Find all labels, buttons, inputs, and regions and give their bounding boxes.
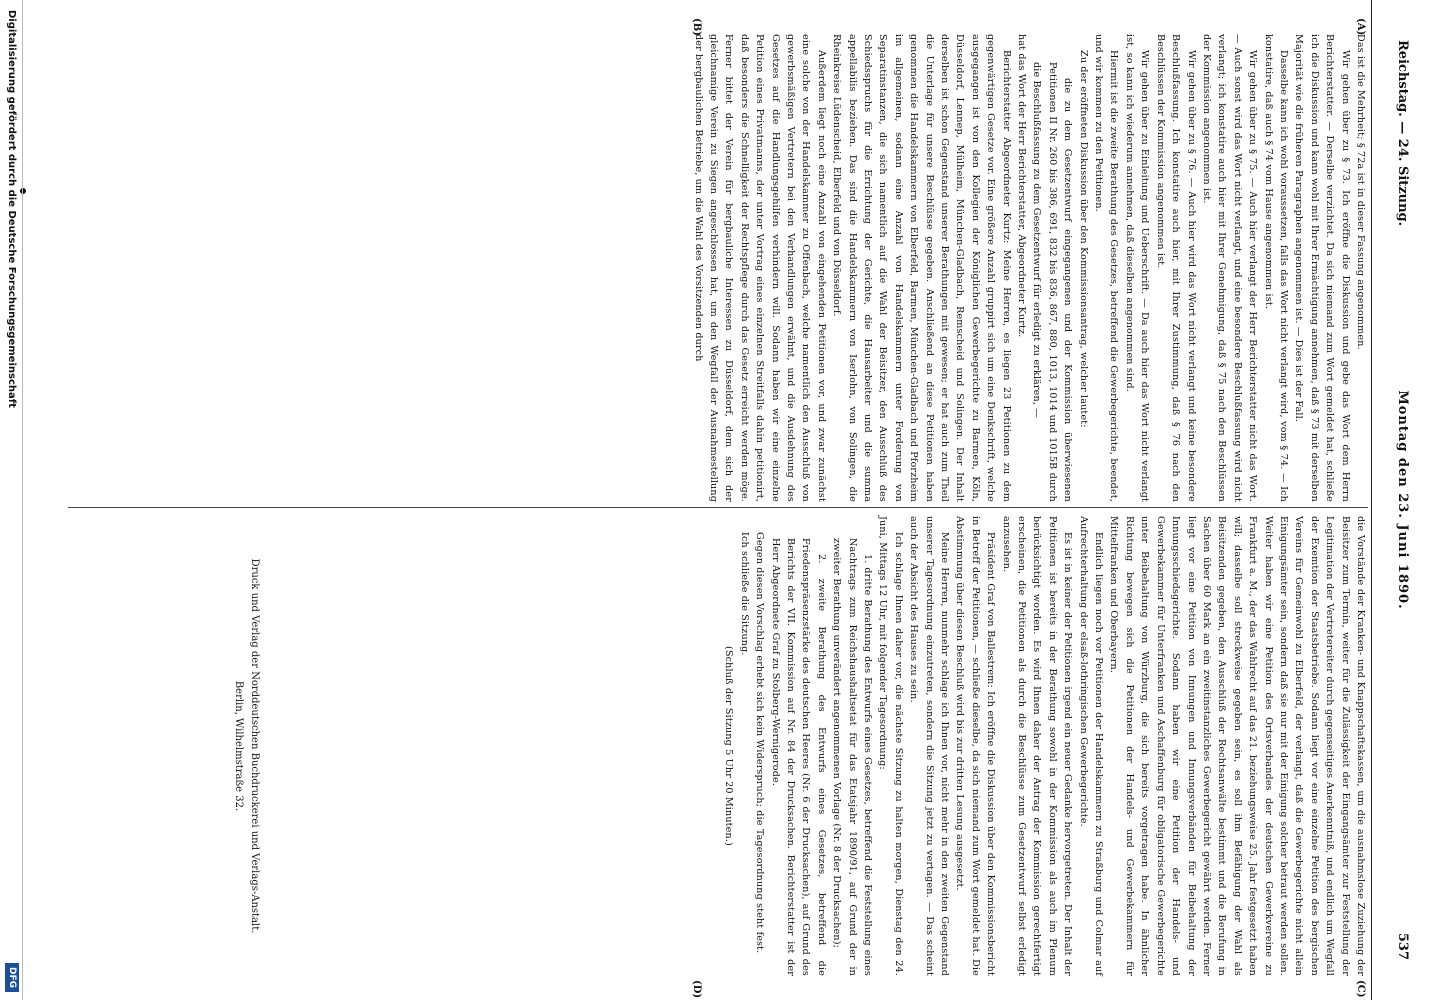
agenda-item: 1. dritte Berathung des Entwurfs eines Gesetzes, betreffend die Feststellung eines Nachtrags zum Reichshaushaltsetat für das Etatsjahr 1890/91, auf Grund der in zweiter Berathung unverändert angenommenen Vorlage (Nr. 8 der Drucksachen); — [831, 538, 873, 976]
paragraph: die Vorstände der Kranken- und Knappschaftskassen, um die ausnahmslose Zuziehung der Beisitzer zum Termin, weiter für die Zulässigkeit der Eingangsämter zur Feststellung der Legitimation der Vertretereiter durch gegenseitiges Anerkenntniß, und endlich um Wegfall der Exemtion der Staatsbetriebe. Sodann liegt vor eine einzelne Petition des bergischen Vereins für Gemeinwohl zu Elberfeld, der verlangt, daß die Gewerbegerichte nicht allein Einigungsämter sein, sondern daß sie nur mit der Einigung solcher betraut werden sollen. Weiter haben wir eine Petition des Ortsverbandes der deutschen Gewerkvereine zu Frankfurt a. M., der das Wahlrecht auf das 21. beziehungsweise 25. Jahr festgesetzt haben will; dasselbe soll streckweise gegeben sein, es soll ihm Befähigung der Wahl als Beisitzenden gegeben, den Ausschluß der Rechtsanwälte bestimmt und die Berufung in Sachen über 60 Mark an ein zweitinstanzliches Gewerbegericht gewährt werden. Ferner liegt vor eine Petition von Innungen und Innungsverbänden für Beibehaltung der Innungsschiedsgerichte. Sodann haben wir eine Petition der Handels- und Gewerbekammer für Unterfranken und Aschaffenburg für obligatorische Gewerbegerichte unter Beibehaltung von Würzburg, die sich bereits vorgetragen habe. In ähnlicher Richtung bewegen sich die Petitionen der Handels- und Gewerbekammern für Mittelfranken und Oberbayern. — [1108, 516, 1366, 976]
paragraph: Wir gehen über zu Einleitung und Ueberschrift. — Da auch hier das Wort nicht verlangt ist, so kann ich wiederum annehmen, daß dieselben angenommen sind. — [1123, 34, 1151, 502]
paragraph: Das ist die Mehrheit; § 72a ist in dieser Fassung angenommen. — [1355, 34, 1366, 350]
paragraph: Wir gehen über zu § 76. — Auch hier wird das Wort nicht verlangt und keine besondere Beschlußfassung. Ich konstatire auch hier, mit Ihrer Zustimmung, daß § 76 nach den Beschlüssen der Kommission angenommen ist. — [1154, 34, 1197, 502]
paragraph: Zu der eröffneten Diskussion über den Kommissionsantrag, welcher lautet: — [1077, 50, 1089, 428]
paragraph: Ich schlage Ihnen daher vor, die nächste Sitzung zu halten morgen, Dienstag den 24. Juni, Mittags 12 Uhr, mit folgender Tagesordnung: — [877, 516, 904, 976]
paragraph: Wir gehen über zu § 73. Ich eröffne die Diskussion und gebe das Wort dem Herrn Berichterstatter. — Derselbe verzichtet. Da sich niemand zum Wort gemeldet hat, schließe ich die Diskussion und kann wohl mit Ihrer Ermächtigung annehmen, daß § 73 mit derselben Majorität wie die früheren Paragraphen angenommen ist. — Dies ist der Fall. — [1293, 34, 1351, 502]
paragraph: Meine Herren, nunmehr schlage ich Ihnen vor, nicht mehr in den zweiten Gegenstand unserer Tagesordnung einzutreten, sondern die Sitzung jetzt zu vertagen. — Das scheint auch der Absicht des Hauses zu sein. — [908, 516, 951, 976]
running-title: Reichstag. — 24. Sitzung. — [1395, 40, 1410, 227]
paragraph: Präsident Graf von Ballestrem: Ich eröffne die Diskussion über den Kommissionsbericht in Betreff der Petitionen, — schließe dieselbe, da sich niemand zum Wort gemeldet hat. Die Abstimmung über diesen Beschluß wird bis zur dritten Lesung ausgesetzt. — [954, 516, 997, 976]
paragraph: Ich schließe die Sitzung. — [738, 532, 750, 656]
paragraph: die zu dem Gesetzentwurf eingegangenen und der Kommission überwiesenen Petitionen II Nr. 260 bis 386, 691, 832 bis 836, 867, 880, 1013, 1014 und 1015B durch die Beschlußfassung zu dem Gesetzentwurf für erledigt zu erklären, — — [1031, 62, 1074, 502]
margin-marker-d: (D) — [691, 980, 702, 999]
printer-imprint — [230, 516, 262, 976]
paragraph: Es ist in keiner der Petitionen irgend ein neuer Gedanke hervorgetreten. Der Inhalt der Petitionen ist bereits in der Berathung sowohl in der Kommission als auch im Plenum berücksichtigt worden. Es wird Ihnen daher der Antrag der Kommission gerechtfertigt erscheinen, die Petitionen als durch die Beschlüsse zum Gesetzentwurf selbst erledigt anzusehen. — [1000, 516, 1074, 976]
column-divider — [68, 507, 1368, 508]
dfg-logo: DFG — [5, 963, 19, 992]
left-column — [8, 34, 1368, 502]
digitization-text: Digitalisierung gefördert durch die Deutsche Forschungsgemeinschaft — [6, 10, 17, 408]
closing-note: (Schluß der Sitzung 5 Uhr 20 Minuten.) — [723, 646, 735, 846]
session-date: Montag den 23. Juni 1890. — [1395, 390, 1410, 610]
paragraph: Gegen diesen Vorschlag erhebt sich kein Widerspruch; die Tagesordnung steht fest. — [754, 532, 766, 954]
margin-marker-a: (A) — [1355, 18, 1366, 36]
right-column — [368, 516, 1368, 976]
margin-marker-b: (B) — [691, 18, 702, 36]
imprint-line: Druck und Verlag der Norddeutschen Buchdruckerei und Verlags-Anstalt. — [249, 558, 260, 934]
paragraph: Dasselbe kann ich wohl voraussetzen, falls das Wort nicht verlangt wird, vom § 74. — Ich konstatire, daß auch § 74 vom Hause angenommen ist. — [1262, 34, 1289, 502]
imprint-line: Berlin, Wilhelmstraße 32. — [233, 680, 244, 812]
paragraph: hat das Wort der Herr Berichterstatter, Abgeordneter Kurtz. — [1016, 34, 1028, 338]
digitization-stamp — [0, 0, 23, 1000]
page-number: 537 — [1395, 932, 1410, 960]
paragraph: Endlich liegen noch vor Petitionen der Handelskammern zu Straßburg und Colmar auf Aufrechterhaltung der elsaß-lothringischen Gewerbegerichte. — [1077, 516, 1105, 976]
page-header — [1371, 0, 1432, 1000]
agenda-item: 2. zweite Berathung des Entwurfs eines Gesetzes, betreffend die Friedenspräsenzstärke des deutschen Heeres (Nr. 6 der Drucksachen), auf Grund des Berichts der VII. Kommission auf Nr. 84 der Drucksachen. Berichterstatter ist der Herr Abgeordnete Graf zu Stolberg-Wernigerode. — [769, 538, 827, 976]
paragraph: Wir gehen über zu § 75. — Auch hier verlangt der Herr Berichterstatter nicht das Wort. — Auch sonst wird das Wort nicht verlangt, und eine besondere Beschlußfassung wird nicht verlangt; ich konstatire auch hier mit Ihrer Genehmigung, daß § 75 nach den Beschlüssen der Kommission angenommen ist. — [1200, 34, 1259, 502]
paragraph: Hiermit ist die zweite Berathung des Gesetzes, betreffend die Gewerbegerichte, beendet, und wir kommen zu den Petitionen. — [1093, 34, 1120, 502]
margin-marker-c: (C) — [1355, 980, 1366, 998]
paragraph: Außerdem liegt noch eine Anzahl von eingehenden Petitionen vor, und zwar zunächst eine solche von der Handelskammer zu Offenbach, welche namentlich den Ausschluß von gewerbsmäßigen Vertretern bei den Verhandlungen erwähnt, und die Ausdehnung des Gesetzes auf die Handlungsgehilfen verhindern will. Sodann haben wir eine einzelne Petition eines Privatmanns, der unter Vortrag eines einzelnen Streitfalls dahin petitionirt, daß besonders die Schnelligkeit der Rechtspflege durch das Gesetz erreicht werden möge. Ferner bittet der Verein für bergbauliche Interessen zu Düsseldorf, dem sich der gleichnamige Verein zu Siegen angeschlossen hat, um den Wegfall der Ausnahmestellung der bergbaulichen Betriebe, um die Wahl des Vorsitzenden durch — [692, 34, 827, 502]
paragraph: Berichterstatter Abgeordneter Kurtz: Meine Herren, es liegen 23 Petitionen zu dem gegenwärtigen Gesetze vor. Eine größere Anzahl gruppirt sich um eine Denkschrift, welche ausgegangen ist von den Kollegien der Königlichen Gewerbegerichte zu Barmen, Köln, Düsseldorf, Lennep, Mülheim, München-Gladbach, Remscheid und Solingen. Der Inhalt derselben ist schon Gegenstand unserer Berathungen mit gewesen; er hat auch zum Theil die Unterlage für unsere Beschlüsse gegeben. Anschließend an diese Petitionen haben genommen die Handelskammern von Elberfeld, Barmen, München-Gladbach und Pforzheim im allgemeinen, sodann eine Anzahl von Handelskammern unter Forderung von Separatinstanzen, die sich namentlich auf die Wahl der Beisitzer, den Ausschluß des Schiedsspruchs für die Errichtung der Gerichte, die Hausarbeiter und die summa appellabilis beziehen. Das sind die Handelskammern von Iserlohn, von Solingen, die Rheinkreise Lüdenscheid, Elberfeld und von Düsseldorf. — [831, 34, 1012, 502]
